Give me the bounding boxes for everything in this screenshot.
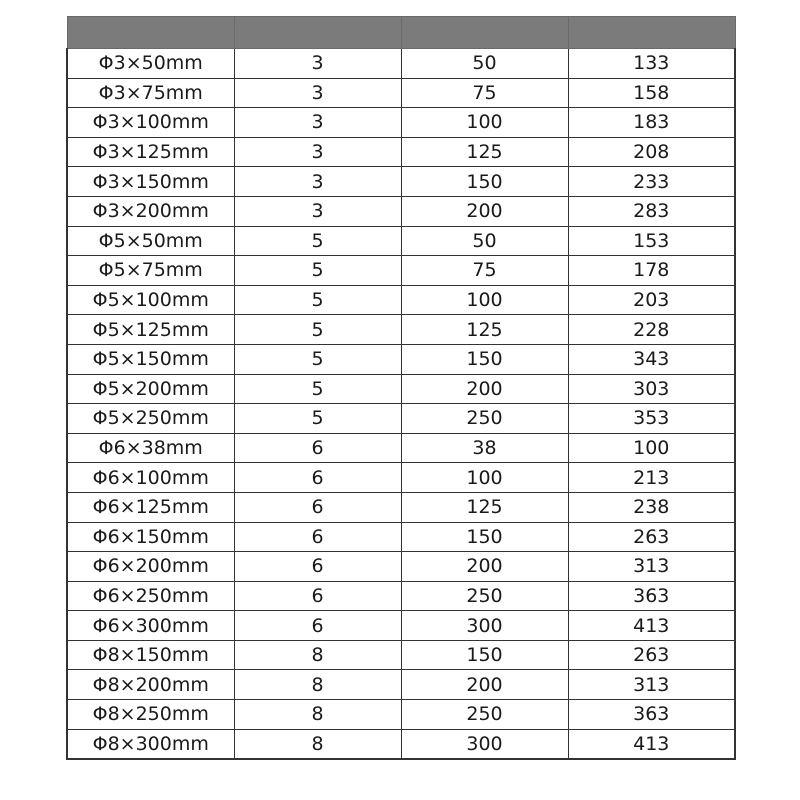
table-row [67,108,735,138]
table-cell-col-1: Φ6×300mm [67,611,234,641]
table-row [67,404,735,434]
table-cell-col-1: Φ6×38mm [67,433,234,463]
table-cell-col-4: 208 [568,137,735,167]
table-cell-col-2: 8 [234,729,401,759]
table-cell-col-3: 100 [401,108,568,138]
table-cell-col-1: Φ6×100mm [67,463,234,493]
table-cell-col-3: 38 [401,433,568,463]
table-cell-col-3: 200 [401,374,568,404]
table-row [67,78,735,108]
table-cell-col-3: 100 [401,285,568,315]
table-row [67,167,735,197]
table-cell-col-4: 238 [568,492,735,522]
table-cell-col-3: 300 [401,729,568,759]
table-cell-col-2: 8 [234,670,401,700]
table-cell-col-2: 6 [234,522,401,552]
table-cell-col-2: 6 [234,552,401,582]
table-cell-col-3: 300 [401,611,568,641]
table-row [67,463,735,493]
table-cell-col-4: 153 [568,226,735,256]
table-cell-col-2: 6 [234,611,401,641]
table-cell-col-1: Φ5×150mm [67,344,234,374]
table-row [67,729,735,759]
table-cell-col-2: 5 [234,226,401,256]
table-cell-col-4: 133 [568,49,735,79]
table-cell-col-2: 3 [234,196,401,226]
table-cell-col-3: 50 [401,226,568,256]
table-cell-col-3: 125 [401,492,568,522]
table-cell-col-1: Φ5×250mm [67,404,234,434]
table-cell-col-1: Φ3×100mm [67,108,234,138]
table-row [67,226,735,256]
table-cell-col-1: Φ3×75mm [67,78,234,108]
table-cell-col-2: 6 [234,492,401,522]
table-cell-col-4: 343 [568,344,735,374]
table-cell-col-2: 6 [234,463,401,493]
table-cell-col-3: 250 [401,404,568,434]
table-cell-col-1: Φ6×250mm [67,581,234,611]
table-cell-col-3: 75 [401,256,568,286]
table-cell-col-1: Φ3×50mm [67,49,234,79]
table-cell-col-3: 100 [401,463,568,493]
header-cell-3 [401,17,568,49]
spec-table-container [66,16,734,760]
table-cell-col-2: 5 [234,315,401,345]
table-cell-col-3: 125 [401,315,568,345]
table-cell-col-3: 200 [401,670,568,700]
table-row [67,137,735,167]
table-cell-col-2: 6 [234,433,401,463]
table-cell-col-4: 178 [568,256,735,286]
table-cell-col-2: 3 [234,108,401,138]
table-cell-col-1: Φ3×200mm [67,196,234,226]
table-row [67,256,735,286]
table-cell-col-3: 150 [401,640,568,670]
table-row [67,581,735,611]
table-cell-col-3: 200 [401,196,568,226]
table-cell-col-4: 313 [568,670,735,700]
table-row [67,315,735,345]
table-cell-col-2: 5 [234,344,401,374]
table-cell-col-2: 5 [234,256,401,286]
table-cell-col-4: 183 [568,108,735,138]
table-cell-col-3: 150 [401,344,568,374]
table-row [67,49,735,79]
table-cell-col-3: 150 [401,522,568,552]
table-cell-col-2: 8 [234,700,401,730]
table-row [67,640,735,670]
table-cell-col-4: 203 [568,285,735,315]
table-cell-col-4: 228 [568,315,735,345]
table-cell-col-4: 100 [568,433,735,463]
header-cell-1 [67,17,234,49]
table-cell-col-2: 5 [234,285,401,315]
table-cell-col-4: 363 [568,581,735,611]
table-cell-col-3: 250 [401,700,568,730]
table-cell-col-3: 50 [401,49,568,79]
table-cell-col-1: Φ8×150mm [67,640,234,670]
table-cell-col-2: 8 [234,640,401,670]
header-cell-4 [568,17,735,49]
spec-table [66,16,736,760]
table-row [67,552,735,582]
table-cell-col-2: 3 [234,167,401,197]
table-cell-col-2: 5 [234,374,401,404]
table-cell-col-1: Φ5×75mm [67,256,234,286]
header-cell-2 [234,17,401,49]
table-row [67,433,735,463]
table-cell-col-3: 150 [401,167,568,197]
table-cell-col-2: 3 [234,78,401,108]
table-cell-col-1: Φ3×125mm [67,137,234,167]
table-row [67,374,735,404]
table-cell-col-3: 125 [401,137,568,167]
table-cell-col-1: Φ6×150mm [67,522,234,552]
table-row [67,700,735,730]
table-cell-col-4: 263 [568,640,735,670]
table-cell-col-2: 3 [234,137,401,167]
header-row [67,17,735,49]
table-cell-col-4: 283 [568,196,735,226]
table-cell-col-4: 353 [568,404,735,434]
table-cell-col-1: Φ6×125mm [67,492,234,522]
table-cell-col-4: 303 [568,374,735,404]
table-cell-col-1: Φ5×50mm [67,226,234,256]
table-cell-col-1: Φ5×100mm [67,285,234,315]
table-cell-col-3: 250 [401,581,568,611]
table-cell-col-4: 213 [568,463,735,493]
table-cell-col-1: Φ8×200mm [67,670,234,700]
table-row [67,196,735,226]
table-row [67,611,735,641]
table-row [67,492,735,522]
table-header [67,17,735,49]
table-cell-col-3: 75 [401,78,568,108]
table-cell-col-2: 3 [234,49,401,79]
table-row [67,285,735,315]
table-cell-col-4: 413 [568,729,735,759]
table-cell-col-4: 313 [568,552,735,582]
table-cell-col-2: 5 [234,404,401,434]
table-cell-col-1: Φ8×250mm [67,700,234,730]
table-cell-col-1: Φ5×125mm [67,315,234,345]
table-cell-col-4: 263 [568,522,735,552]
table-row [67,670,735,700]
table-cell-col-4: 363 [568,700,735,730]
table-row [67,522,735,552]
table-cell-col-4: 233 [568,167,735,197]
table-cell-col-1: Φ8×300mm [67,729,234,759]
table-cell-col-2: 6 [234,581,401,611]
table-cell-col-1: Φ5×200mm [67,374,234,404]
table-row [67,344,735,374]
table-cell-col-1: Φ3×150mm [67,167,234,197]
table-cell-col-4: 413 [568,611,735,641]
table-cell-col-1: Φ6×200mm [67,552,234,582]
table-cell-col-3: 200 [401,552,568,582]
table-body [67,49,735,760]
table-cell-col-4: 158 [568,78,735,108]
